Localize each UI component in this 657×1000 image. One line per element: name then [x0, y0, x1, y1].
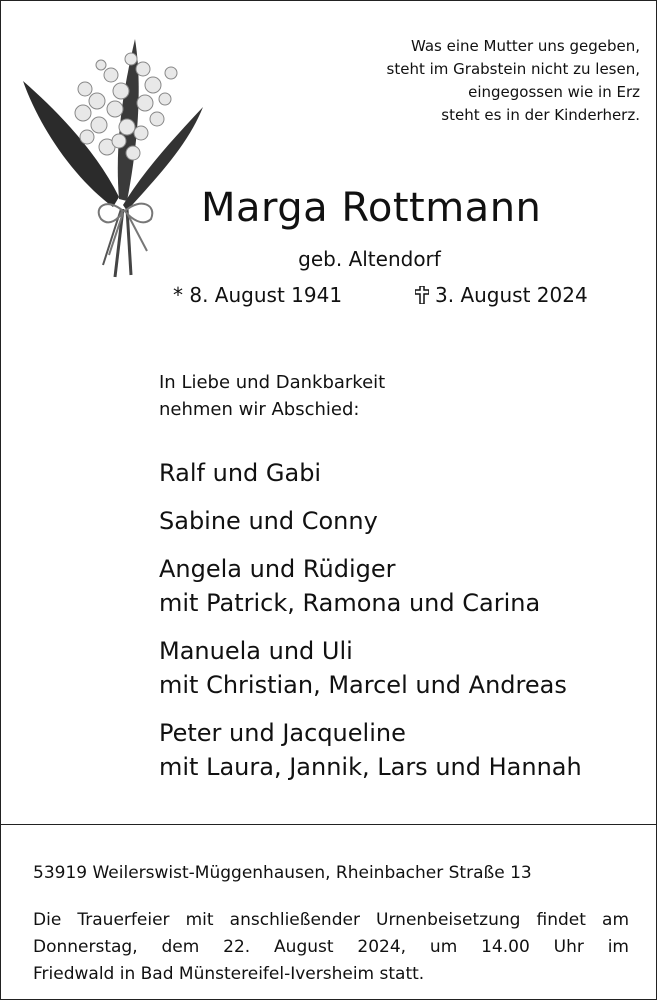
family-line: mit Laura, Jannik, Lars und Hannah — [159, 753, 582, 781]
address: 53919 Weilerswist-Müggenhausen, Rheinbacher Straße 13 — [33, 863, 532, 883]
funeral-notice — [33, 907, 629, 988]
notice-line: Donnerstag, dem 22. August 2024, um 14.00 Uhr im — [33, 937, 629, 957]
death-date-row — [415, 283, 588, 307]
family-line: Manuela und Uli — [159, 637, 353, 665]
poem-line: Was eine Mutter uns gegeben, — [410, 37, 640, 55]
poem-line: steht es in der Kinderherz. — [441, 106, 640, 124]
family-line: Ralf und Gabi — [159, 459, 322, 487]
notice-line: Die Trauerfeier mit anschließender Urnenbeisetzung findet am — [33, 910, 629, 930]
family-line: mit Patrick, Ramona und Carina — [159, 589, 541, 617]
birth-date: * 8. August 1941 — [173, 283, 343, 307]
poem-line: eingegossen wie in Erz — [468, 83, 640, 101]
poem — [320, 35, 640, 127]
divider — [1, 824, 656, 825]
farewell-intro — [159, 369, 385, 423]
death-date: 3. August 2024 — [435, 283, 588, 307]
family-line: Peter und Jacqueline — [159, 719, 406, 747]
family-line: Sabine und Conny — [159, 507, 378, 535]
family-group — [159, 634, 582, 702]
family-group — [159, 504, 582, 538]
lily-of-the-valley-bouquet-icon — [15, 29, 205, 279]
cross-icon — [415, 286, 429, 304]
family-group — [159, 716, 582, 784]
family-line: Angela und Rüdiger — [159, 555, 396, 583]
poem-line: steht im Grabstein nicht zu lesen, — [386, 60, 640, 78]
family-group — [159, 552, 582, 620]
family-line: mit Christian, Marcel und Andreas — [159, 671, 567, 699]
deceased-name: Marga Rottmann — [201, 185, 542, 231]
notice-line: Friedwald in Bad Münstereifel-Iversheim statt. — [33, 964, 425, 984]
family-list — [159, 456, 582, 798]
family-group — [159, 456, 582, 490]
intro-line: In Liebe und Dankbarkeit — [159, 372, 386, 393]
intro-line: nehmen wir Abschied: — [159, 399, 360, 420]
birth-name: geb. Altendorf — [298, 247, 441, 271]
